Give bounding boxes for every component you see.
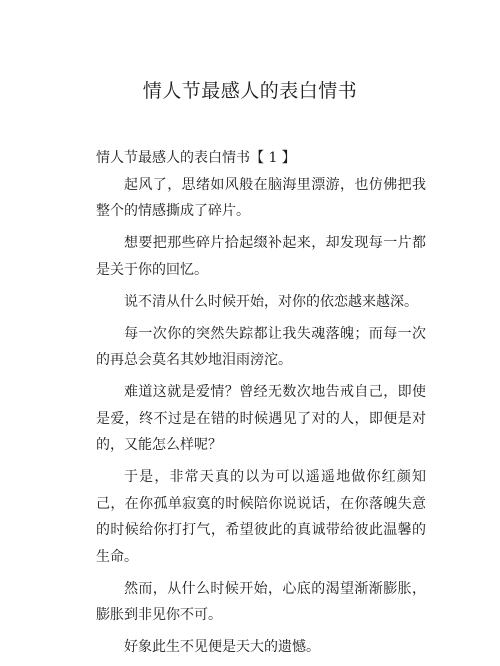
paragraph-2: 想要把那些碎片拾起缀补起来，却发现每一片都是关于你的回忆。 <box>96 235 426 278</box>
paragraph-3: 说不清从什么时候开始，对你的依恋越来越深。 <box>124 293 418 310</box>
section-heading: 情人节最感人的表白情书【 1 】 <box>96 150 296 166</box>
paragraph-8: 好象此生不见便是天大的遗憾。 <box>124 639 320 655</box>
paragraph-6: 于是，非常天真的以为可以遥遥地做你红颜知己，在你孤单寂寞的时候陪你说说话，在你落魄失意的时候给你打打气，希望彼此的真诚带给彼此温馨的生命。 <box>96 469 426 565</box>
document-title: 情人节最感人的表白情书 <box>142 80 358 102</box>
paragraph-7: 然而，从什么时候开始，心底的渴望渐渐膨胀，膨胀到非见你不可。 <box>96 580 426 623</box>
paragraph-5: 难道这就是爱情？曾经无数次地告戒自己，即使是爱，终不过是在错的时候遇见了对的人，即便是对的，又能怎么样呢？ <box>96 384 426 453</box>
paragraph-1: 起风了，思绪如风般在脑海里漂游，也仿佛把我整个的情感撕成了碎片。 <box>96 176 426 219</box>
paragraph-4: 每一次你的突然失踪都让我失魂落魄；而每一次的再总会莫名其妙地泪雨滂沱。 <box>96 325 426 368</box>
document-body <box>96 145 426 666</box>
